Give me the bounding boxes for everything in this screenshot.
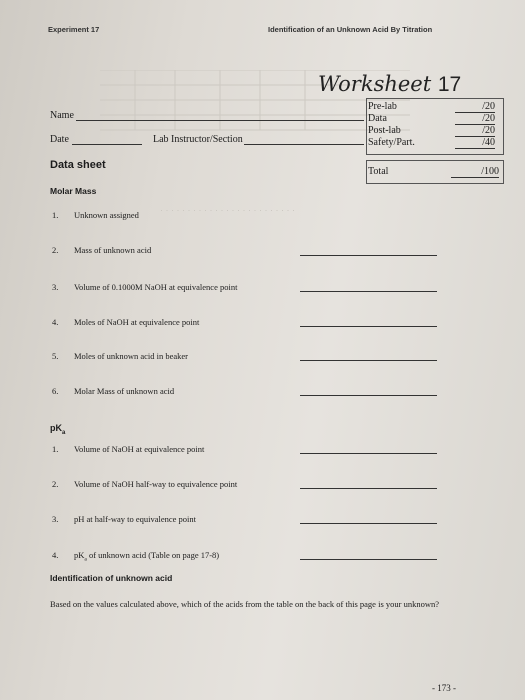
bleed-through-text: · · · · · · · · · · · · · · · · · · · · · · · · · (160, 205, 295, 215)
grade-score-safety: /40 (455, 137, 495, 149)
identification-question: Based on the values calculated above, which of the acids from the table on the back of this page is your unknown? (50, 599, 439, 609)
pka-q3-answer-line[interactable] (300, 523, 437, 524)
molar-q6-answer-line[interactable] (300, 395, 437, 396)
pka-q1: 1. Volume of NaOH at equivalence point (52, 444, 205, 454)
pka-q3: 3. pH at half-way to equivalence point (52, 514, 197, 524)
pka-q2: 2. Volume of NaOH half-way to equivalence point (52, 479, 238, 489)
grade-score-prelab: /20 (455, 101, 495, 113)
page-number: - 173 - (432, 683, 456, 693)
pka-q4: 4. $pK_a$ of unknown acid (Table on page 17-8) (52, 550, 220, 563)
molar-q4-answer-line[interactable] (300, 326, 437, 327)
molar-q1: 1. Unknown assigned (52, 210, 139, 220)
pka-heading: $pK_a$ (50, 423, 66, 436)
name-label: Name (50, 110, 74, 121)
pka-heading-sub: a (62, 429, 66, 436)
name-line[interactable] (76, 120, 364, 121)
grade-label-postlab: Post-lab (368, 125, 401, 136)
worksheet-title: Worksheet 17 (318, 72, 462, 96)
pka-q4-text: $pK_a$ of unknown acid (Table on page 17-8) (74, 550, 220, 563)
grade-label-prelab: Pre-lab (368, 101, 397, 112)
pka-q1-answer-line[interactable] (300, 453, 437, 454)
grade-score-data: /20 (455, 113, 495, 125)
instructor-section-label: Lab Instructor/Section (153, 134, 243, 145)
date-line[interactable] (72, 144, 142, 145)
experiment-header: Experiment 17 (48, 25, 100, 34)
experiment-title-header: Identification of an Unknown Acid By Titration (268, 25, 433, 34)
molar-mass-heading: Molar Mass (50, 186, 97, 196)
pka-q2-answer-line[interactable] (300, 488, 437, 489)
molar-q6: 6. Molar Mass of unknown acid (52, 386, 175, 396)
identification-heading: Identification of unknown acid (50, 573, 173, 583)
molar-q2: 2. Mass of unknown acid (52, 245, 152, 255)
pka-q4-answer-line[interactable] (300, 559, 437, 560)
molar-q3: 3. Volume of 0.1000M NaOH at equivalence point (52, 282, 238, 292)
data-sheet-heading: Data sheet (50, 159, 106, 171)
molar-q5-answer-line[interactable] (300, 360, 437, 361)
grade-label-data: Data (368, 113, 387, 124)
date-label: Date (50, 134, 69, 145)
grade-label-safety: Safety/Part. (368, 137, 415, 148)
total-score: /100 (451, 166, 499, 178)
grade-score-postlab: /20 (455, 125, 495, 137)
molar-q2-answer-line[interactable] (300, 255, 437, 256)
instructor-section-line[interactable] (244, 144, 364, 145)
total-label: Total (368, 166, 389, 177)
molar-q5: 5. Moles of unknown acid in beaker (52, 351, 189, 361)
molar-q3-answer-line[interactable] (300, 291, 437, 292)
molar-q4: 4. Moles of NaOH at equivalence point (52, 317, 200, 327)
